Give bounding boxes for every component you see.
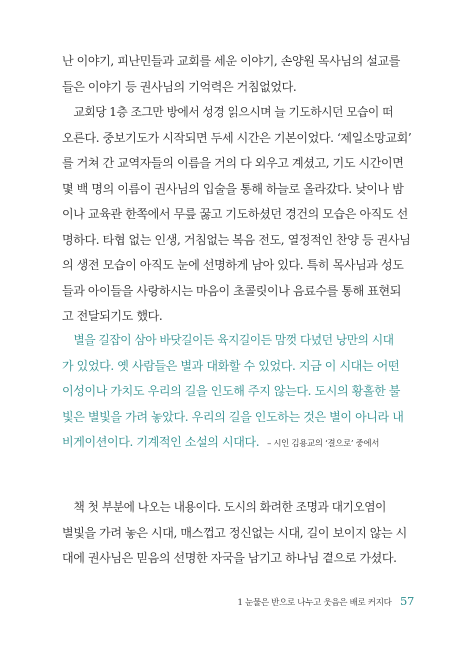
running-head: 1 눈물은 반으로 나누고 웃음은 배로 커지다 [237,598,392,608]
text-line: 오른다. 중보기도가 시작되면 두세 시간은 기본이었다. ‘제일소망교회’ [62,130,412,145]
text-line: 교회당 1층 조그만 방에서 성경 읽으시며 늘 기도하시던 모습이 떠 [73,105,394,119]
block-quote [62,328,422,456]
text-line: 고 전달되기도 했다. [62,309,163,323]
quote-source: – 시인 김용교의 ‘결으로’ 중에서 [267,439,380,449]
text-line: 명하다. 타협 없는 인생, 거침없는 복음 전도, 열정적인 찬양 등 권사님 [62,232,411,247]
text-line: 들은 이야기 등 권사님의 기억력은 거침없었다. [62,79,297,94]
text-line: 별빛을 가려 놓은 시대, 매스껍고 정신없는 시대, 길이 보이지 않는 시 [62,525,407,540]
text-line: 대에 권사님은 믿음의 선명한 자국을 남기고 하나님 곁으로 가셨다. [62,551,397,565]
text-line: 책 첫 부분에 나오는 내용이다. 도시의 화려한 조명과 대기오염이 [73,500,387,514]
page-number: 57 [399,594,414,608]
quote-last-line [62,430,418,456]
page-footer [238,594,414,608]
text-line: 들과 아이들을 사랑하시는 마음이 초콜릿이나 음료수를 통해 표현되 [62,283,401,298]
quote-line: 별을 길잡이 삼아 바닷길이든 육지길이든 맘껏 다녔던 낭만의 시대 [73,333,394,347]
text-line: 몇 백 명의 이름이 권사님의 입술을 통해 하늘로 올라갔다. 낮이나 밤 [62,181,404,196]
paragraph-closing [62,495,422,572]
text-line: 의 생전 모습이 아직도 눈에 선명하게 남아 있다. 특히 목사님과 성도 [62,258,404,272]
text-line: 이나 교육관 한쪽에서 무릎 꿇고 기도하셨던 경건의 모습은 아직도 선 [62,207,408,221]
quote-line: 가 있었다. 옛 사람들은 별과 대화할 수 있었다. 지금 이 시대는 어떤 [62,358,400,373]
text-line: 난 이야기, 피난민들과 교회를 세운 이야기, 손양원 목사님의 설교를 [62,54,401,68]
paragraph-continued [62,49,422,100]
text-line: 를 거쳐 간 교역자들의 이름을 거의 다 외우고 계셨고, 기도 시간이면 [62,156,404,170]
quote-line: 이성이나 가치도 우리의 길을 인도해 주지 않는다. 도시의 황홀한 불 [62,384,401,398]
quote-line: 빛은 별빛을 가려 놓았다. 우리의 길을 인도하는 것은 별이 아니라 내 [62,409,404,424]
paragraph-prayer [62,100,422,330]
quote-text: 비게이션이다. 기계적인 소설의 시대다. [62,435,260,449]
